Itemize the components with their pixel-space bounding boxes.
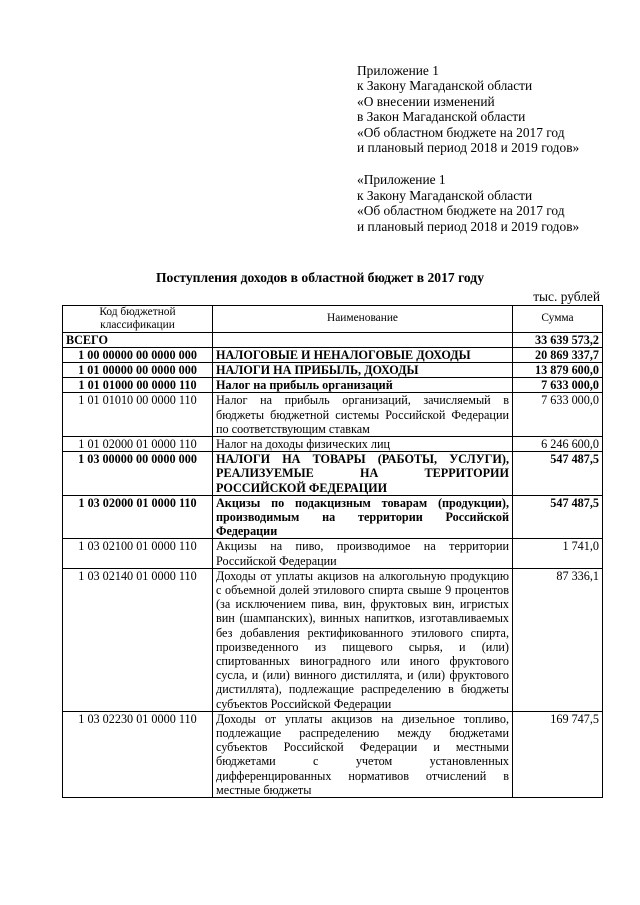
row-name: НАЛОГИ НА ТОВАРЫ (РАБОТЫ, УСЛУГИ), РЕАЛИЗУЕМЫЕ НА ТЕРРИТОРИИ РОССИЙСКОЙ ФЕДЕРАЦИИ [213,452,513,496]
row-sum: 33 639 573,2 [513,332,603,347]
row-sum: 6 246 600,0 [513,437,603,452]
row-code: 1 01 01000 00 0000 110 [63,378,213,393]
row-sum: 1 741,0 [513,539,603,568]
appendix-line: в Закон Магаданской области [357,109,526,125]
row-code: 1 00 00000 00 0000 000 [63,347,213,362]
appendix-header [357,63,627,234]
row-sum: 547 487,5 [513,452,603,496]
row-sum: 547 487,5 [513,495,603,539]
table-row [63,363,603,378]
row-name: Налог на прибыль организаций, зачисляемый в бюджеты бюджетной системы Российской Федерации по соответствующим ставкам [213,393,513,437]
table-row [63,347,603,362]
row-code: 1 01 00000 00 0000 000 [63,363,213,378]
row-name: НАЛОГОВЫЕ И НЕНАЛОГОВЫЕ ДОХОДЫ [213,347,513,362]
row-name: НАЛОГИ НА ПРИБЫЛЬ, ДОХОДЫ [213,363,513,378]
appendix-block-2 [357,172,627,234]
appendix-line: и плановый период 2018 и 2019 годов» [357,218,580,234]
row-code: 1 01 02000 01 0000 110 [63,437,213,452]
row-sum: 20 869 337,7 [513,347,603,362]
appendix-line: к Закону Магаданской области [357,78,533,94]
units-label: тыс. рублей [533,289,600,304]
row-sum: 13 879 600,0 [513,363,603,378]
row-name [213,332,513,347]
table-header-row [63,306,603,333]
table-row [63,495,603,539]
table-row [63,711,603,797]
table-row [63,568,603,711]
row-code: 1 03 00000 00 0000 000 [63,452,213,496]
row-sum: 87 336,1 [513,568,603,711]
table-row [63,539,603,568]
table-row [63,452,603,496]
table-row [63,378,603,393]
row-name: Налог на прибыль организаций [213,378,513,393]
row-code: 1 03 02140 01 0000 110 [63,568,213,711]
row-code: 1 01 01010 00 0000 110 [63,393,213,437]
appendix-line: «Об областном бюджете на 2017 год [357,124,565,140]
appendix-line: Приложение 1 [357,63,439,78]
appendix-line: «О внесении изменений [357,93,495,109]
row-code: ВСЕГО [63,332,213,347]
header-sum: Сумма [513,306,603,333]
table-row [63,332,603,347]
row-sum: 7 633 000,0 [513,378,603,393]
header-name: Наименование [213,306,513,333]
row-name: Акцизы на пиво, производимое на территории Российской Федерации [213,539,513,568]
document-title: Поступления доходов в областной бюджет в 2017 году [155,270,484,285]
row-code: 1 03 02100 01 0000 110 [63,539,213,568]
appendix-line: «Приложение 1 [357,172,446,188]
revenue-table [62,305,603,798]
row-sum: 7 633 000,0 [513,393,603,437]
appendix-line: «Об областном бюджете на 2017 год [357,203,565,219]
appendix-block-1 [357,63,627,155]
row-sum: 169 747,5 [513,711,603,797]
row-name: Акцизы по подакцизным товарам (продукции), производимым на территории Российской Федерации [213,495,513,539]
row-code: 1 03 02230 01 0000 110 [63,711,213,797]
header-code: Код бюджетной классификации [63,306,213,333]
row-name: Доходы от уплаты акцизов на алкогольную продукцию с объемной долей этилового спирта свыше 9 процентов (за исключением пива, вин, фруктовых вин, игристых вин (шампанских), винных напитков, изготавливаемых без добавления ректификованного этилового спирта, произведенного из пищевого сырья, и (или) спиртованных виноградного или иного фруктового сусла, и (или) винного дистиллята, и (или) фруктового дистиллята), подлежащие распределению в бюджеты субъектов Российской Федерации [213,568,513,711]
row-name: Доходы от уплаты акцизов на дизельное топливо, подлежащие распределению между бюджетами субъектов Российской Федерации и местными бюджетами с учетом установленных дифференцированных нормативов отчислений в местные бюджеты [213,711,513,797]
row-code: 1 03 02000 01 0000 110 [63,495,213,539]
row-name: Налог на доходы физических лиц [213,437,513,452]
table-row [63,437,603,452]
appendix-line: и плановый период 2018 и 2019 годов» [357,140,580,156]
appendix-line: к Закону Магаданской области [357,187,533,203]
table-row [63,393,603,437]
table-body [63,332,603,798]
